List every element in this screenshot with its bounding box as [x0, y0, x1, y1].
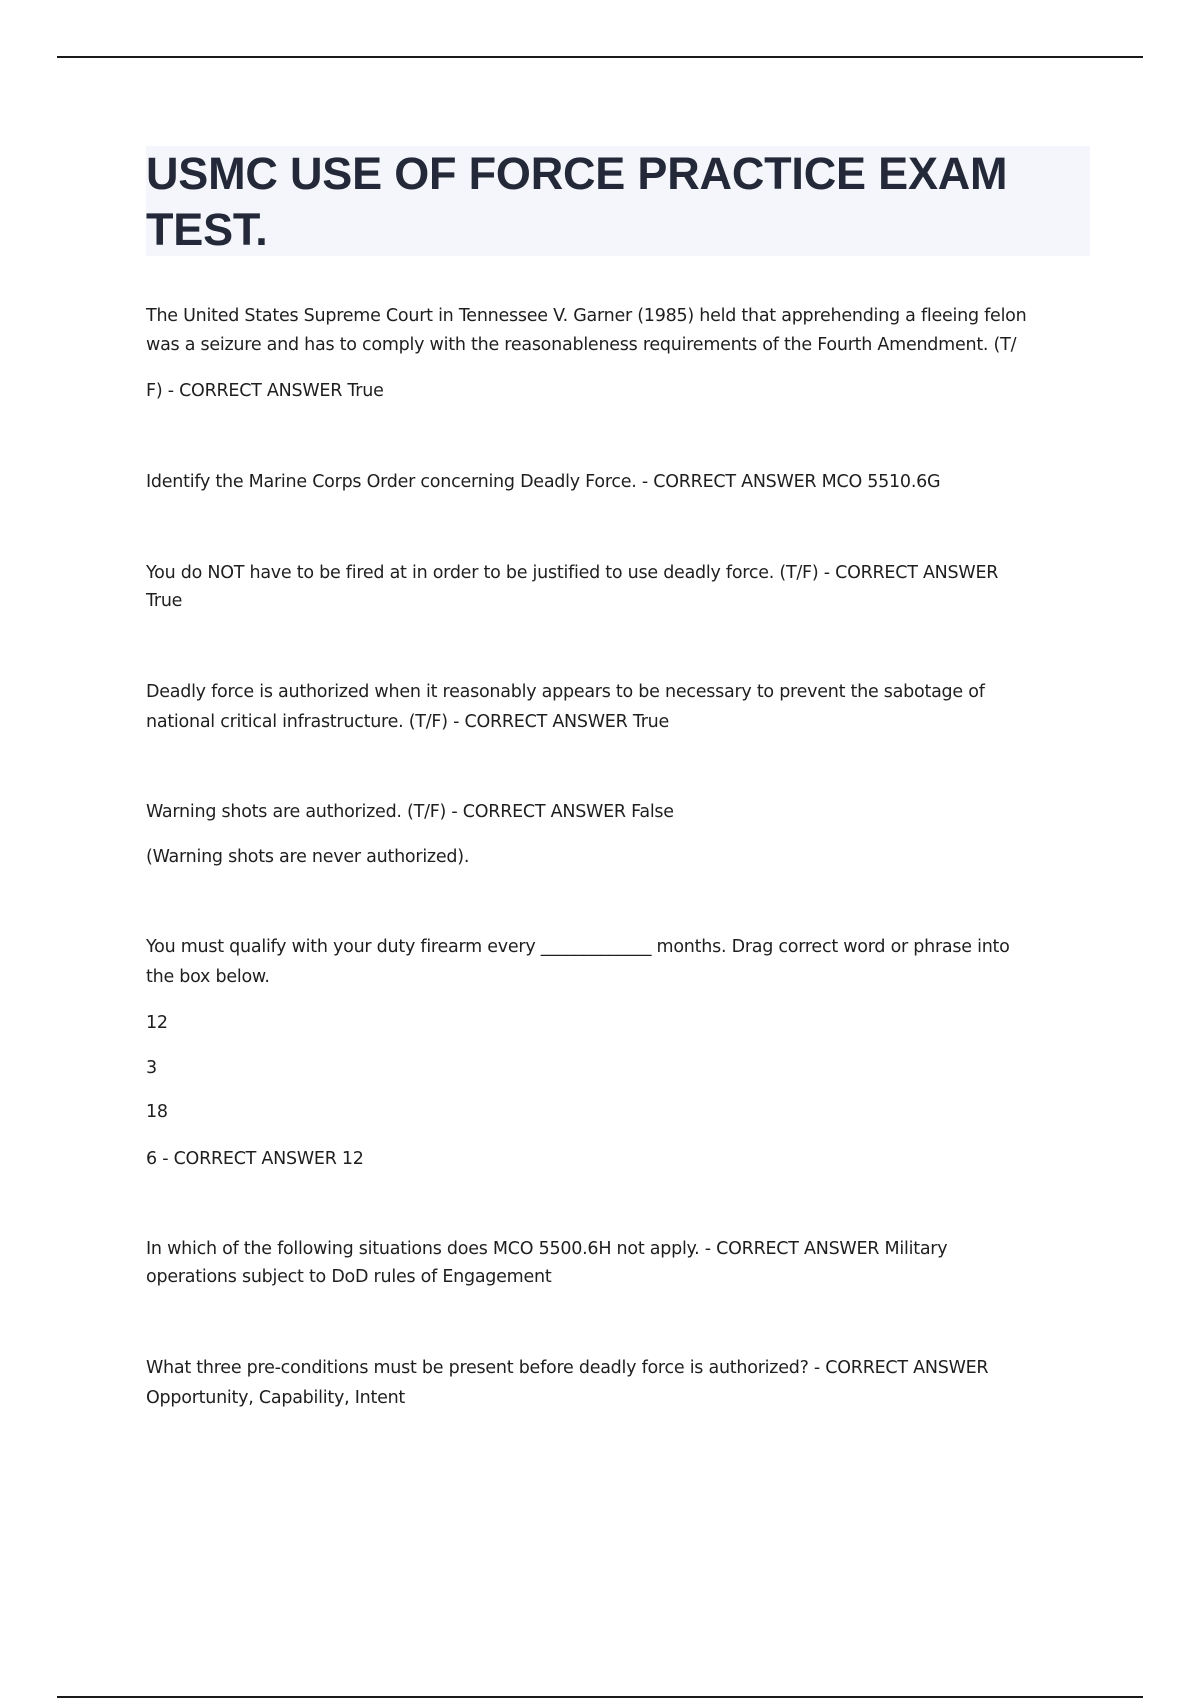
- q6-option-3: 18: [146, 1102, 168, 1122]
- q3-line-2: True: [146, 591, 183, 611]
- q1-line-1: The United States Supreme Court in Tennessee V. Garner (1985) held that apprehending a fleeing felon: [146, 306, 1027, 326]
- q6-option-2: 3: [146, 1058, 157, 1078]
- q7-line-2: operations subject to DoD rules of Engagement: [146, 1267, 552, 1287]
- q6-option-1: 12: [146, 1013, 168, 1033]
- title-line-1: USMC USE OF FORCE PRACTICE EXAM: [146, 148, 1008, 199]
- q8-line-1: What three pre-conditions must be present before deadly force is authorized? - CORRECT ANSWER: [146, 1358, 989, 1378]
- q8-line-2: Opportunity, Capability, Intent: [146, 1388, 406, 1408]
- title-line-2: TEST.: [146, 204, 268, 255]
- page-title: [146, 146, 1090, 258]
- q4-line-2: national critical infrastructure. (T/F) - CORRECT ANSWER True: [146, 712, 669, 732]
- q2-line-1: Identify the Marine Corps Order concerning Deadly Force. - CORRECT ANSWER MCO 5510.6G: [146, 472, 941, 492]
- q4-line-1: Deadly force is authorized when it reasonably appears to be necessary to prevent the sabotage of: [146, 682, 985, 702]
- q6-line-1: You must qualify with your duty firearm every _____________ months. Drag correct word or phrase into: [146, 937, 1010, 957]
- top-rule: [57, 56, 1143, 58]
- q3-line-1: You do NOT have to be fired at in order to be justified to use deadly force. (T/F) - CORRECT ANSWER: [146, 563, 999, 583]
- q7-line-1: In which of the following situations does MCO 5500.6H not apply. - CORRECT ANSWER Military: [146, 1239, 948, 1259]
- q5-line-1: Warning shots are authorized. (T/F) - CORRECT ANSWER False: [146, 802, 674, 822]
- q6-option-4: 6 - CORRECT ANSWER 12: [146, 1149, 364, 1169]
- title-block: [146, 146, 1090, 256]
- q1-line-3: F) - CORRECT ANSWER True: [146, 381, 384, 401]
- q5-line-2: (Warning shots are never authorized).: [146, 847, 470, 867]
- bottom-rule: [57, 1696, 1143, 1698]
- q1-line-2: was a seizure and has to comply with the reasonableness requirements of the Fourth Amendment. (T/: [146, 335, 1017, 355]
- q6-line-2: the box below.: [146, 967, 270, 987]
